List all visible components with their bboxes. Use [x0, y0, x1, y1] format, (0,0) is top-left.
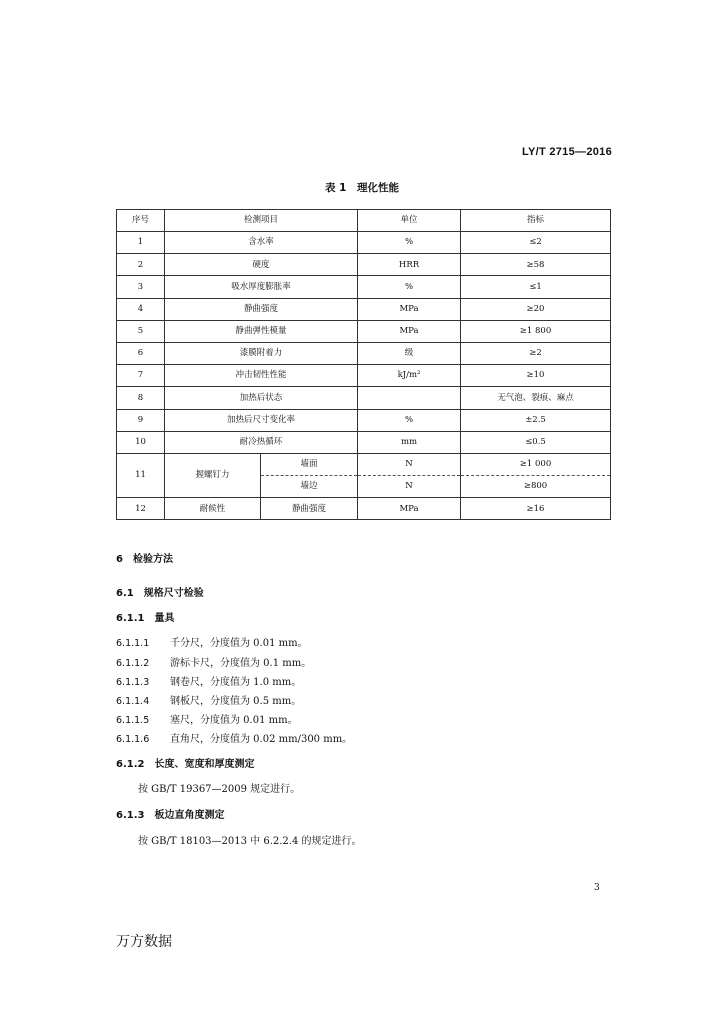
cell-no: 5: [117, 320, 165, 342]
cell-unit: [358, 387, 461, 409]
header-unit: 单位: [358, 210, 461, 232]
item-number: 6.1.1.6: [116, 734, 150, 745]
cell-no: 9: [117, 409, 165, 431]
cell-spec: ≥2: [461, 342, 611, 364]
cell-no: 10: [117, 431, 165, 453]
cell-spec: ≥10: [461, 365, 611, 387]
item-number: 6.1.1.2: [116, 658, 150, 669]
cell-no: 6: [117, 342, 165, 364]
table-row: [117, 453, 611, 475]
table-row: [117, 409, 611, 431]
cell-spec: ≥1 800: [461, 320, 611, 342]
list-item: [116, 673, 301, 688]
cell-spec: ±2.5: [461, 409, 611, 431]
header-item: 检测项目: [165, 210, 358, 232]
list-item: [116, 654, 311, 669]
cell-item: 含水率: [165, 232, 358, 254]
table-row: [117, 498, 611, 520]
list-item: [116, 634, 308, 649]
cell-unit: MPa: [358, 320, 461, 342]
cell-item: 耐候性: [165, 498, 261, 520]
cell-unit: kJ/m²: [358, 365, 461, 387]
cell-item: 冲击韧性性能: [165, 365, 358, 387]
table-row: [117, 254, 611, 276]
cell-item: 漆膜附着力: [165, 342, 358, 364]
table-row: [117, 276, 611, 298]
item-text: 直角尺，分度值为 0.02 mm/300 mm。: [170, 734, 353, 745]
header-spec: 指标: [461, 210, 611, 232]
item-number: 6.1.1.1: [116, 638, 150, 649]
cell-unit: N: [358, 453, 461, 475]
section-6-heading: 6 检验方法: [116, 554, 173, 565]
cell-spec: ≥20: [461, 298, 611, 320]
table-row: [117, 298, 611, 320]
table-row: [117, 387, 611, 409]
cell-spec: ≥58: [461, 254, 611, 276]
cell-subitem: 墙面: [261, 453, 358, 475]
list-item: [116, 730, 352, 745]
cell-spec: ≥1 000: [461, 453, 611, 475]
section-6-1-3-heading: 6.1.3 板边直角度测定: [116, 810, 225, 821]
cell-unit: %: [358, 276, 461, 298]
table-title: 表 1 理化性能: [325, 182, 399, 194]
standard-code: LY/T 2715—2016: [521, 146, 612, 158]
cell-subitem: 静曲强度: [261, 498, 358, 520]
cell-unit: HRR: [358, 254, 461, 276]
item-number: 6.1.1.3: [116, 677, 150, 688]
cell-item: 耐冷热循环: [165, 431, 358, 453]
cell-spec: 无气泡、裂痕、麻点: [461, 387, 611, 409]
cell-no: 8: [117, 387, 165, 409]
table-row: [117, 365, 611, 387]
cell-unit: %: [358, 232, 461, 254]
cell-unit: MPa: [358, 298, 461, 320]
section-6-1-1-heading: 6.1.1 量具: [116, 613, 175, 624]
cell-item: 加热后状态: [165, 387, 358, 409]
cell-spec: ≤1: [461, 276, 611, 298]
cell-no: 1: [117, 232, 165, 254]
table-header-row: [117, 210, 611, 232]
section-6-1-heading: 6.1 规格尺寸检验: [116, 588, 204, 599]
properties-table: [116, 209, 611, 520]
cell-item: 静曲弹性模量: [165, 320, 358, 342]
cell-no: 7: [117, 365, 165, 387]
table-row: [117, 431, 611, 453]
cell-item: 吸水厚度膨胀率: [165, 276, 358, 298]
cell-no: 2: [117, 254, 165, 276]
cell-item: 加热后尺寸变化率: [165, 409, 358, 431]
item-text: 千分尺，分度值为 0.01 mm。: [170, 638, 308, 649]
page-number: 3: [594, 883, 600, 893]
watermark-text: 万方数据: [116, 934, 172, 950]
cell-unit: %: [358, 409, 461, 431]
cell-spec: ≤2: [461, 232, 611, 254]
cell-no: 4: [117, 298, 165, 320]
cell-no: 11: [117, 453, 165, 497]
item-text: 钢卷尺，分度值为 1.0 mm。: [170, 677, 302, 688]
cell-unit: 级: [358, 342, 461, 364]
section-6-1-2-heading: 6.1.2 长度、宽度和厚度测定: [116, 759, 255, 770]
section-6-1-3-text: 按 GB/T 18103—2013 中 6.2.2.4 的规定进行。: [138, 836, 362, 847]
item-number: 6.1.1.5: [116, 715, 150, 726]
cell-unit: mm: [358, 431, 461, 453]
cell-subitem: 墙边: [261, 476, 358, 498]
item-text: 钢板尺，分度值为 0.5 mm。: [170, 696, 302, 707]
cell-item: 硬度: [165, 254, 358, 276]
cell-unit: N: [358, 476, 461, 498]
cell-no: 3: [117, 276, 165, 298]
cell-item: 静曲强度: [165, 298, 358, 320]
cell-no: 12: [117, 498, 165, 520]
cell-item: 握螺钉力: [165, 453, 261, 497]
header-no: 序号: [117, 210, 165, 232]
list-item: [116, 711, 298, 726]
section-6-1-2-text: 按 GB/T 19367—2009 规定进行。: [138, 784, 301, 795]
table-row: [117, 342, 611, 364]
cell-spec: ≥800: [461, 476, 611, 498]
list-item: [116, 692, 301, 707]
item-text: 塞尺，分度值为 0.01 mm。: [170, 715, 298, 726]
item-number: 6.1.1.4: [116, 696, 150, 707]
table-row: [117, 232, 611, 254]
table-row: [117, 320, 611, 342]
item-text: 游标卡尺，分度值为 0.1 mm。: [170, 658, 312, 669]
cell-spec: ≤0.5: [461, 431, 611, 453]
cell-unit: MPa: [358, 498, 461, 520]
cell-spec: ≥16: [461, 498, 611, 520]
